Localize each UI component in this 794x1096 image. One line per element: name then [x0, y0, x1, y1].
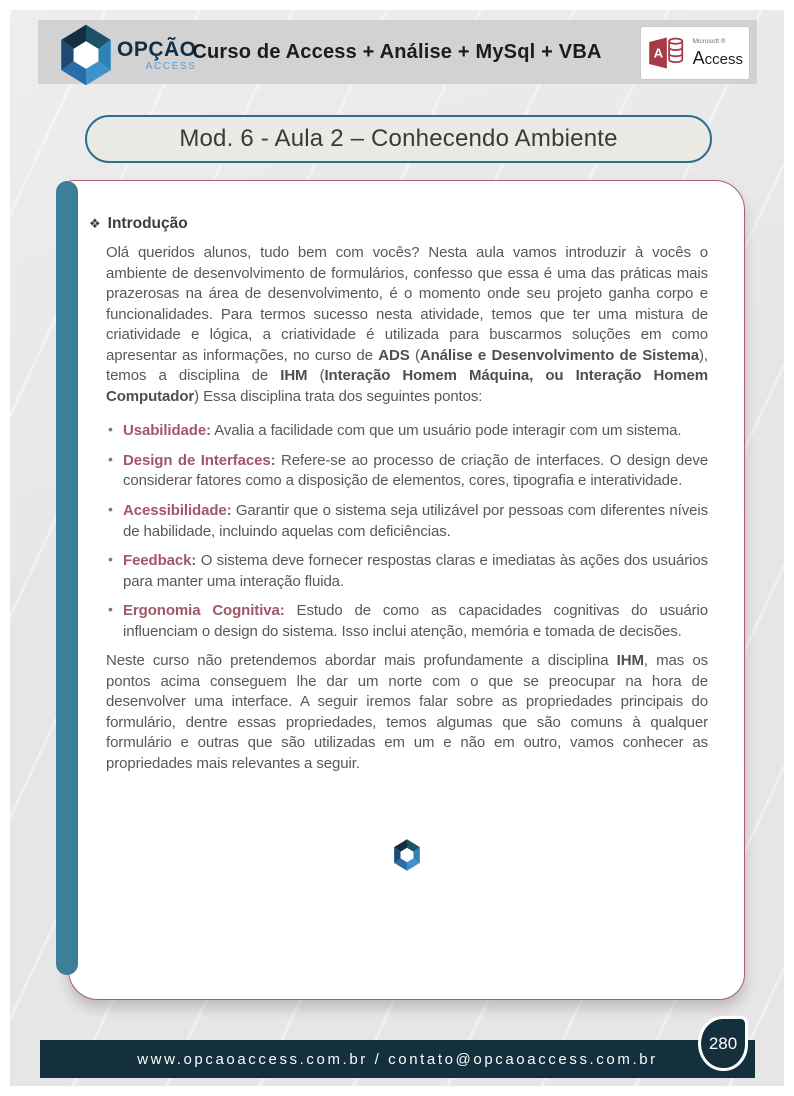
page-number-badge [698, 1016, 748, 1071]
list-text: Estudo de como as capacidades cognitivas do usuário influenciam o design do sistema. Isso inclui atenção, memória e tomada de decisões. [123, 602, 708, 640]
access-logo-card [640, 26, 750, 80]
access-brand-text [693, 39, 743, 67]
logo-secondary-text: ACCESS [145, 61, 197, 72]
footer-bar [40, 1040, 755, 1078]
list-text: O sistema deve fornecer respostas claras e imediatas às ações dos usuários para manter uma interação fluida. [123, 552, 708, 590]
list-item-usabilidade [106, 421, 708, 442]
section-heading [89, 215, 708, 233]
bullet-icon: • [108, 501, 113, 518]
topic-list [106, 421, 708, 642]
list-item-design-interfaces [106, 451, 708, 492]
intro-paragraph: Olá queridos alunos, tudo bem com vocês? Nesta aula vamos introduzir à vocês o ambiente de desenvolvimento de formulários, confesso que essa é uma das práticas mais prazerosas na área de desenvolvimento, é o momento onde seu projeto ganha corpo e funcionalidades. Para termos sucesso nesta atividade, temos que ter uma mistura de criatividade e lógica, a criatividade é utilizada para buscarmos soluções em como apresentar as informações, no curso de ADS (Análise e Desenvolvimento de Sistema), temos a disciplina de IHM (Interação Homem Máquina, ou Interação Homem Computador) Essa disciplina trata dos seguintes pontos: [106, 244, 708, 405]
course-title: Curso de Access + Análise + MySql + VBA [192, 40, 602, 63]
bullet-icon: • [108, 601, 113, 618]
list-item-ergonomia-cognitiva [106, 601, 708, 642]
hexagon-logo-icon [55, 22, 117, 88]
list-term: Ergonomia Cognitiva: [123, 602, 285, 620]
list-term: Acessibilidade: [123, 502, 232, 520]
lesson-title: Mod. 6 - Aula 2 – Conhecendo Ambiente [179, 125, 618, 152]
access-label: Access [692, 47, 743, 68]
footer-contact: www.opcaoaccess.com.br / contato@opcaoaccess.com.br [137, 1050, 658, 1068]
hexagon-brand-mark-icon [392, 837, 422, 873]
diamond-bullet-icon: ❖ [89, 216, 101, 231]
list-text: Garantir que o sistema seja utilizável por pessoas com diferentes níveis de habilidade, incluindo aquelas com deficiências. [123, 502, 708, 540]
logo-primary-text: OPÇÃO [117, 38, 197, 61]
list-item-feedback [106, 551, 708, 592]
list-text: Avalia a facilidade com que um usuário pode interagir com um sistema. [211, 422, 682, 440]
list-text: Refere-se ao processo de criação de interfaces. O design deve considerar fatores como a disposição de elementos, cores, tipografia e interatividade. [123, 451, 708, 490]
closing-paragraph: Neste curso não pretendemos abordar mais profundamente a disciplina IHM, mas os pontos acima conseguem lhe dar um norte com o que se preocupar na hora de desenvolver uma interface. A seguir iremos falar sobre as propriedades principais do formulário, dentre essas propriedades, temos algumas que são comuns à qualquer formulário e outras que são utilizadas em um e não em outro, vamos conhecer as propriedades mais relevantes a seguir. [106, 652, 708, 773]
bullet-icon: • [108, 551, 113, 568]
list-term: Usabilidade: [123, 422, 211, 440]
section-title: Introdução [107, 215, 188, 232]
bullet-icon: • [108, 450, 113, 467]
bullet-icon: • [108, 421, 113, 438]
list-term: Design de Interfaces: [123, 451, 276, 469]
ms-access-icon [647, 30, 690, 76]
content-card [68, 180, 745, 1000]
accent-bar [56, 181, 78, 975]
page-number: 280 [708, 1033, 738, 1053]
list-item-acessibilidade [106, 501, 708, 542]
svg-text:A: A [653, 45, 664, 61]
list-term: Feedback: [123, 552, 197, 570]
lesson-title-banner [85, 115, 712, 163]
microsoft-label: Microsoft ® [692, 38, 726, 46]
